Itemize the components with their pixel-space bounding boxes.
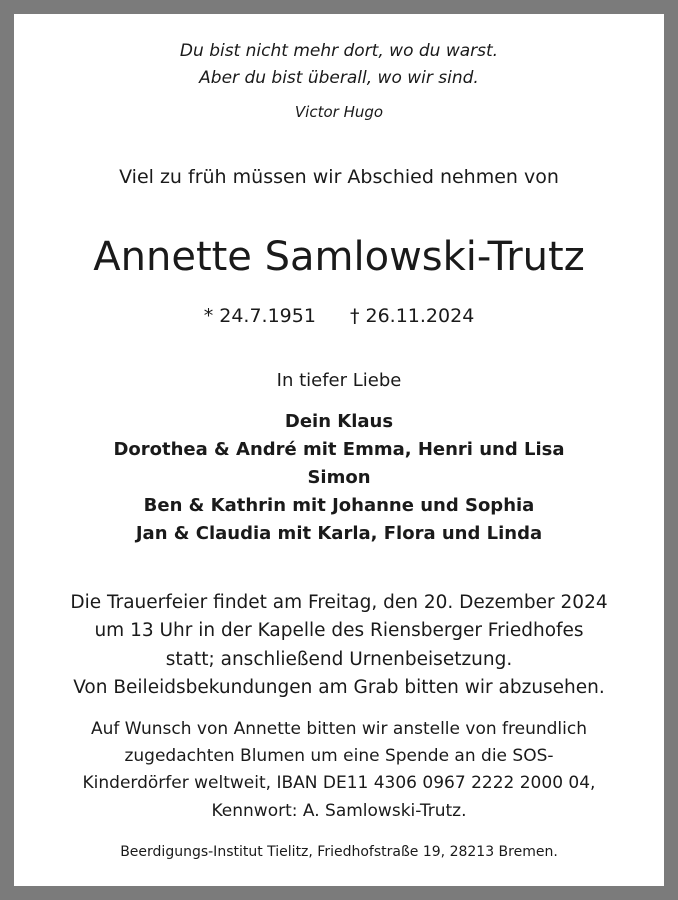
quote-author: Victor Hugo bbox=[294, 103, 384, 121]
donation-line: Auf Wunsch von Annette bitten wir anstelle von freundlich bbox=[91, 719, 587, 739]
birth-date: * 24.7.1951 bbox=[203, 305, 316, 327]
love-line: In tiefer Liebe bbox=[276, 370, 402, 391]
mourner-line: Dorothea & André mit Emma, Henri und Lisa bbox=[113, 439, 565, 460]
mourner-line: Simon bbox=[307, 467, 371, 488]
donation-line: Kinderdörfer weltweit, IBAN DE11 4306 0967 2222 2000 04, bbox=[82, 773, 596, 793]
donation-line: Kennwort: A. Samlowski-Trutz. bbox=[211, 801, 467, 821]
mourner-line: Jan & Claudia mit Karla, Flora und Linda bbox=[135, 523, 543, 544]
life-dates bbox=[14, 305, 664, 327]
service-info-line: statt; anschließend Urnenbeisetzung. bbox=[165, 649, 513, 670]
donation-line: zugedachten Blumen um eine Spende an die SOS- bbox=[124, 746, 554, 766]
death-date: † 26.11.2024 bbox=[349, 305, 475, 327]
funeral-home-footer: Beerdigungs-Institut Tielitz, Friedhofstraße 19, 28213 Bremen. bbox=[120, 844, 558, 860]
deceased-name: Annette Samlowski-Trutz bbox=[93, 234, 585, 280]
intro-text: Viel zu früh müssen wir Abschied nehmen von bbox=[119, 166, 559, 188]
mourner-line: Dein Klaus bbox=[284, 411, 394, 432]
mourner-line: Ben & Kathrin mit Johanne und Sophia bbox=[143, 495, 535, 516]
quote-line-1: Du bist nicht mehr dort, wo du warst. bbox=[179, 41, 499, 61]
service-info-line: um 13 Uhr in der Kapelle des Riensberger Friedhofes bbox=[94, 620, 584, 641]
service-info-line: Die Trauerfeier findet am Freitag, den 20. Dezember 2024 bbox=[70, 592, 608, 613]
quote-line-2: Aber du bist überall, wo wir sind. bbox=[199, 68, 479, 88]
service-info-line: Von Beileidsbekundungen am Grab bitten wir abzusehen. bbox=[73, 677, 605, 698]
